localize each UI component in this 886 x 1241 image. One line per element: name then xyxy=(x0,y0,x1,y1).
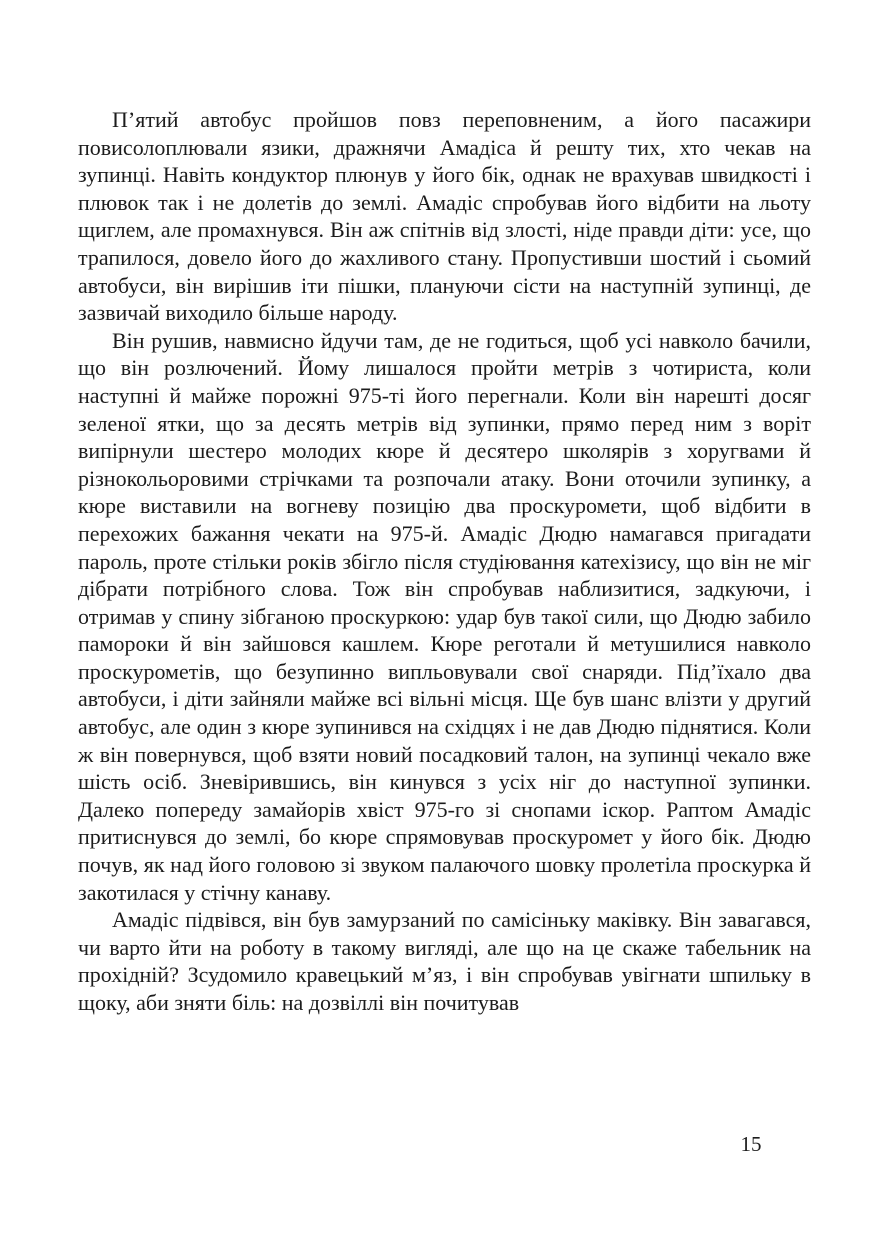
paragraph-3: Амадіс підвівся, він був замурзаний по самісіньку маківку. Він завагався, чи варто йти на роботу в такому вигляді, але що на це скаже табельник на прохідній? Зсудомило кравецький м’яз, і він спробував увігнати шпильку в щоку, аби зняти біль: на дозвіллі він почитував xyxy=(78,907,811,1015)
paragraph-1: П’ятий автобус пройшов повз переповненим, а його пасажири повисолоплювали язики, дражнячи Амадіса й решту тих, хто чекав на зупинці. Навіть кондуктор плюнув у його бік, однак не врахував швидкості і плювок так і не долетів до землі. Амадіс спробував його відбити на льоту щиглем, але промахнувся. Він аж спітнів від злості, ніде правди діти: усе, що трапилося, довело його до жахливого стану. Пропустивши шостий і сьомий автобуси, він вирішив іти пішки, плануючи сісти на наступній зупинці, де зазвичай виходило більше народу. xyxy=(78,107,811,326)
page-text xyxy=(78,106,811,1017)
paragraph-2: Він рушив, навмисно йдучи там, де не годиться, щоб усі навколо бачили, що він розлючений. Йому лишалося пройти метрів з чотириста, коли наступні й майже порожні 975-ті його перегнали. Коли він нарешті досяг зеленої ятки, що за десять метрів від зупинки, прямо перед ним з воріт випірнули шестеро молодих кюре й десятеро школярів з хоругвами й різнокольоровими стрічками та розпочали атаку. Вони оточили зупинку, а кюре виставили на вогневу позицію два проскуромети, щоб відбити в перехожих бажання чекати на 975-й. Амадіс Дюдю намагався пригадати пароль, проте стільки років збігло після студіювання катехізису, що він не міг дібрати потрібного слова. Тож він спробував наблизитися, задкуючи, і отримав у спину зібганою проскуркою: удар був такої сили, що Дюдю забило памороки й він зайшовся кашлем. Кюре реготали й метушилися навколо проскурометів, що безупинно випльовували свої снаряди. Під’їхало два автобуси, і діти зайняли майже всі вільні місця. Ще був шанс влізти у другий автобус, але один з кюре зупинився на східцях і не дав Дюдю піднятися. Коли ж він повернувся, щоб взяти новий посадковий талон, на зупинці чекало вже шість осіб. Зневірившись, він кинувся з усіх ніг до наступної зупинки. Далеко попереду замайорів хвіст 975-го зі снопами іскор. Раптом Амадіс притиснувся до землі, бо кюре спрямовував проскуромет у його бік. Дюдю почув, як над його головою зі звуком палаючого шовку пролетіла проскурка й закотилася у стічну канаву. xyxy=(78,327,811,905)
page-number: 15 xyxy=(740,1132,762,1156)
